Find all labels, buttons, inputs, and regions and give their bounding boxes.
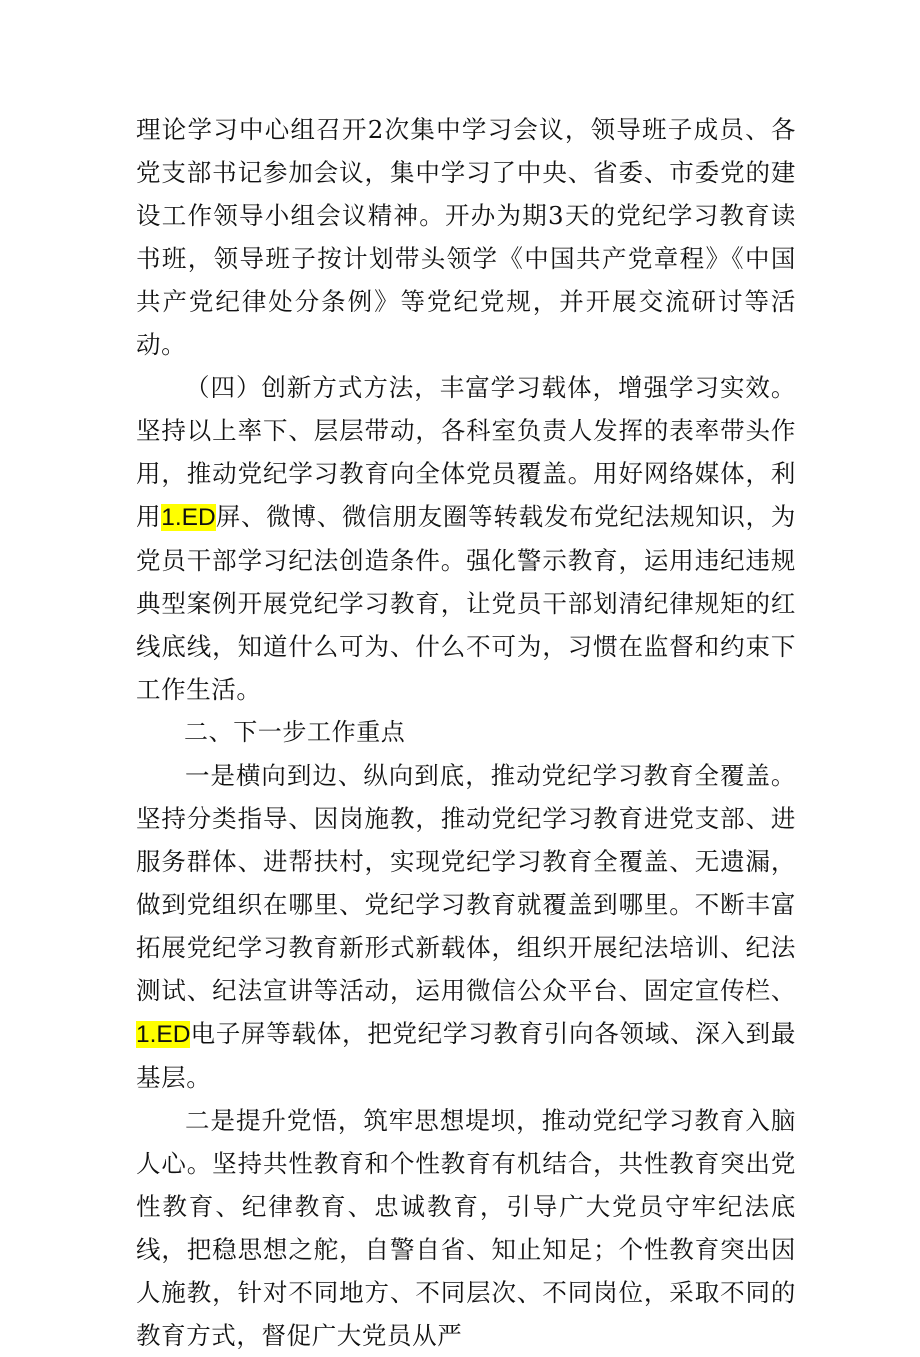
paragraph-study-meetings xyxy=(136,108,796,366)
highlighted-text: 1.ED xyxy=(136,1021,191,1048)
highlighted-text: 1.ED xyxy=(161,504,216,531)
paragraph-text: 二是提升党悟，筑牢思想堤坝，推动党纪学习教育入脑人心。坚持共性教育和个性教育有机结合，共性教育突出党性教育、纪律教育、忠诚教育，引导广大党员守牢纪法底线，把稳思想之舵，自警自省、知止知足；个性教育突出因人施教，针对不同地方、不同层次、不同岗位，采取不同的教育方式，督促广大党员从严 xyxy=(136,1106,796,1350)
paragraph-full-coverage xyxy=(136,754,796,1099)
paragraph-text: （四）创新方式方法，丰富学习载体，增强学习实效。坚持以上率下、层层带动，各科室负责人发挥的表率带头作用，推动党纪学习教育向全体党员覆盖。用好网络媒体，利用 xyxy=(136,373,796,531)
paragraph-raise-awareness xyxy=(136,1099,796,1357)
paragraph-text: 理论学习中心组召开2次集中学习会议，领导班子成员、各党支部书记参加会议，集中学习了中央、省委、市委党的建设工作领导小组会议精神。开办为期3天的党纪学习教育读书班，领导班子按计划带头领学《中国共产党章程》《中国共产党纪律处分条例》等党纪党规，并开展交流研讨等活动。 xyxy=(136,115,796,359)
document-body xyxy=(136,108,796,1357)
paragraph-text: 电子屏等载体，把党纪学习教育引向各领域、深入到最基层。 xyxy=(136,1019,796,1092)
paragraph-text: 屏、微博、微信朋友圈等转载发布党纪法规知识，为党员干部学习纪法创造条件。强化警示教育，运用违纪违规典型案例开展党纪学习教育，让党员干部划清纪律规矩的红线底线，知道什么可为、什么不可为，习惯在监督和约束下工作生活。 xyxy=(136,502,796,704)
paragraph-innovate-methods xyxy=(136,366,796,711)
section-heading: 二、下一步工作重点 xyxy=(184,718,406,746)
paragraph-text: 一是横向到边、纵向到底，推动党纪学习教育全覆盖。坚持分类指导、因岗施教，推动党纪学习教育进党支部、进服务群体、进帮扶村，实现党纪学习教育全覆盖、无遗漏，做到党组织在哪里、党纪学习教育就覆盖到哪里。不断丰富拓展党纪学习教育新形式新载体，组织开展纪法培训、纪法测试、纪法宣讲等活动，运用微信公众平台、固定宣传栏、 xyxy=(136,761,796,1005)
